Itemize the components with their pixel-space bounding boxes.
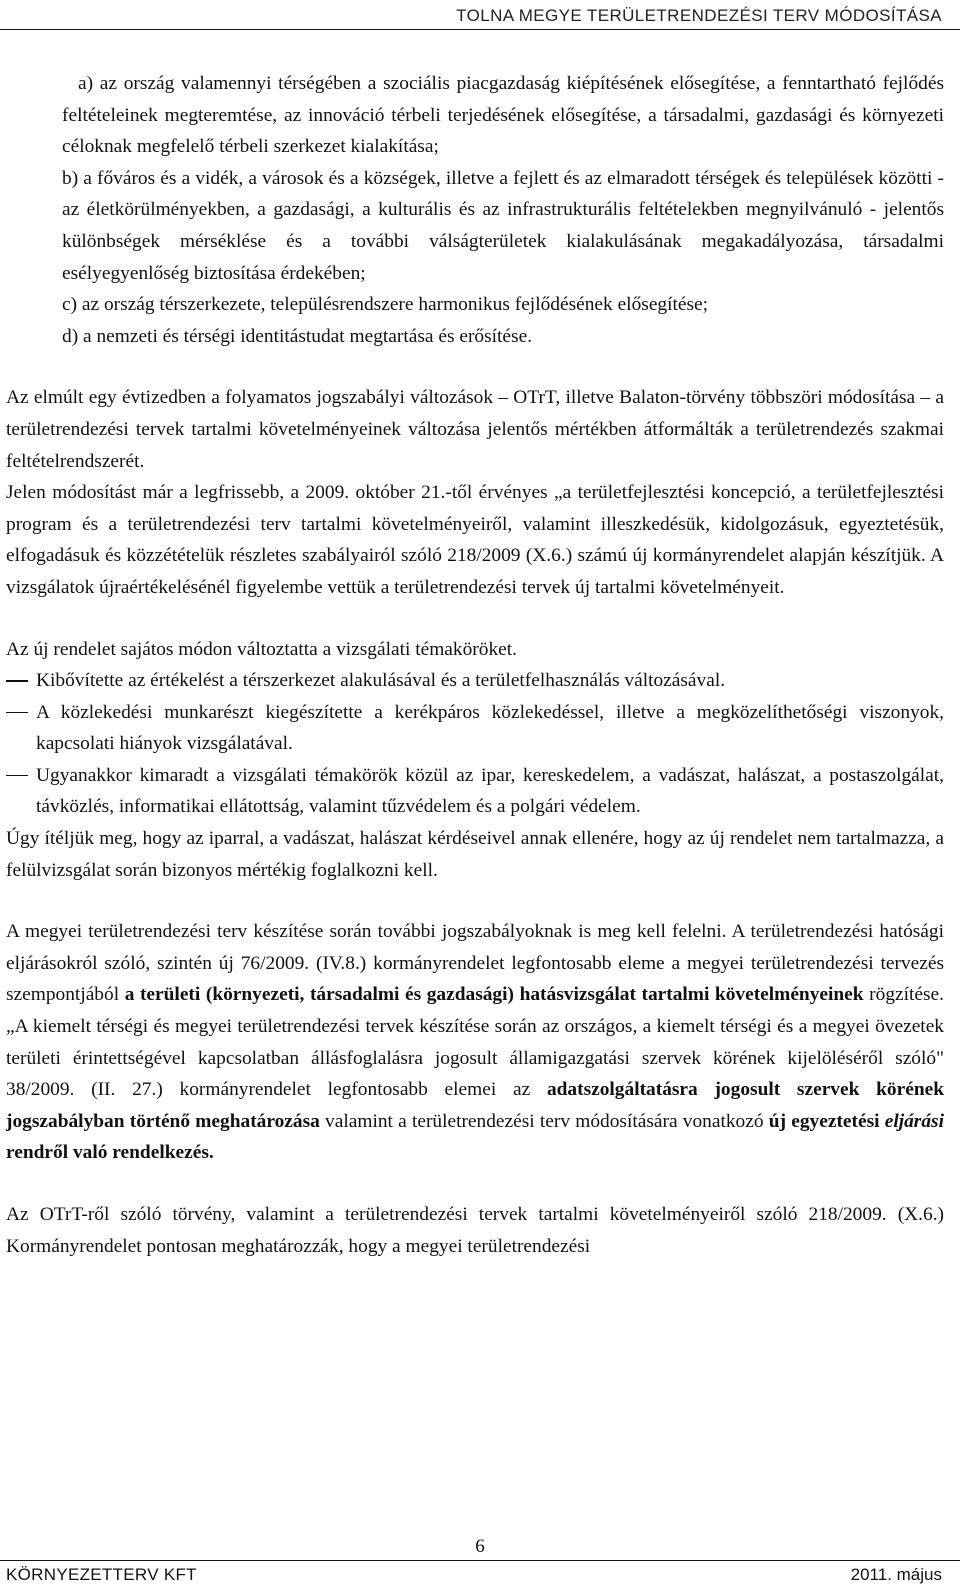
- section-item-d: d) a nemzeti és térségi identitástudat megtartása és erősítése.: [62, 325, 533, 347]
- page-footer: [0, 1560, 960, 1589]
- paragraph: Az elmúlt egy évtizedben a folyamatos jogszabályi változások – OTrT, illetve Balaton-törvény többszöri módosítása – a területrendezési tervek tartalmi követelményeinek változása jelentős mértékben átformálták a területrendezés szakmai feltételrendszerét.: [6, 387, 944, 472]
- paragraph: Jelen módosítást már a legfrissebb, a 2009. október 21.-től érvényes „a területfejlesztési koncepció, a területfejlesztési program és a területrendezési terv tartalmi követelményeiről, valamint illeszkedésük, kidolgozásuk, egyeztetésük, elfogadásuk és közzétételük részletes szabályairól szóló 218/2009 (X.6.) számú új kormányrendelet alapján készítjük. A vizsgálatok újraértékelésénél figyelembe vettük a területrendezési tervek új tartalmi követelményeit.: [6, 482, 944, 598]
- list-item: A közlekedési munkarészt kiegészítette a kerékpáros közlekedéssel, illetve a megközelíthetőségi viszonyok, kapcsolati hiányok vizsgálatával.: [6, 697, 944, 760]
- paragraph: Az új rendelet sajátos módon változtatta a vizsgálati témaköröket.: [6, 638, 517, 660]
- list-item: Ugyanakkor kimaradt a vizsgálati témakörök közül az ipar, kereskedelem, a vadászat, halászat, a postaszolgálat, távközlés, informatikai ellátottság, valamint tűzvédelem és a polgári védelem.: [6, 760, 944, 823]
- section-item-c: c) az ország térszerkezete, településrendszere harmonikus fejlődésének elősegítése;: [62, 294, 709, 316]
- page-number: 6: [475, 1536, 485, 1557]
- bold-text: a területi (környezeti, társadalmi és gazdasági) hatásvizsgálat tartalmi követelményeinek: [124, 984, 864, 1006]
- list-item: Kibővítette az értékelést a térszerkezet alakulásával és a területfelhasználás változásával.: [6, 665, 944, 697]
- paragraph: Az OTrT-ről szóló törvény, valamint a területrendezési tervek tartalmi követelményeiről szóló 218/2009. (X.6.) Kormányrendelet pontosan meghatározzák, hogy a megyei területrendezési: [6, 1204, 944, 1257]
- section-item-text: a) az ország valamennyi térségében a szociális piacgazdaság kiépítésének elősegítése, a fenntartható fejlődés feltételeinek megteremtése, az innováció térbeli terjedésének elősegítése, a társadalmi, gazdasági és környezeti céloknak megfelelő térbeli szerkezet kialakítása;: [62, 73, 944, 158]
- footer-date: 2011. május: [850, 1565, 942, 1584]
- paragraph: A megyei területrendezési terv készítése során további jogszabályoknak is meg kell felelni. A területrendezési hatósági eljárásokról szóló, szintén új 76/2009. (IV.8.) kormányrendelet legfontosabb eleme a megyei területrendezési tervezés szempontjából a területi (környezeti, társadalmi és gazdasági) hatásvizsgálat tartalmi követelményeinek rögzítése. „A kiemelt térségi és megyei területrendezési tervek készítése során az országos, a kiemelt térségi és a megyei övezetek területi érintettségével kapcsolatban állásfoglalásra jogosult államigazgatási szervek körének kijelöléséről szóló" 38/2009. (II. 27.) kormányrendelet legfontosabb elemei az adatszolgáltatásra jogosult szervek körének jogszabályban történő meghatározása valamint a területrendezési terv módosítására vonatkozó új egyeztetési eljárási rendről való rendelkezés.: [6, 921, 945, 1164]
- footer-company: KÖRNYEZETTERV KFT: [6, 1565, 197, 1584]
- bold-text: rendről való rendelkezés.: [6, 1142, 214, 1164]
- bold-text: új egyeztetési: [768, 1110, 885, 1132]
- document-title: TOLNA MEGYE TERÜLETRENDEZÉSI TERV MÓDOSÍTÁSA: [456, 6, 942, 25]
- dash-list: [6, 665, 944, 823]
- dash-bullet-icon: [6, 775, 28, 777]
- dash-bullet-icon: [6, 680, 28, 682]
- page-header: [0, 0, 960, 30]
- section-mark: [40, 68, 78, 100]
- dash-bullet-icon: [6, 712, 28, 714]
- section-number: [6, 68, 40, 100]
- bold-text: adatszolgáltatásra jogosult szervek körének jogszabályban történő meghatározása: [6, 1079, 944, 1132]
- section-item-b: b) a főváros és a vidék, a városok és a községek, illetve a fejlett és az elmaradott térségek és települések közötti - az életkörülményekben, a gazdasági, a kulturális és az infrastrukturális feltételekben megnyilvánuló - jelentős különbségek mérséklése és a további válságterületek kialakulásának megakadályozása, társadalmi esélyegyenlőség biztosítása érdekében;: [62, 167, 944, 284]
- bold-italic-text: eljárási: [884, 1110, 944, 1132]
- paragraph: Úgy ítéljük meg, hogy az iparral, a vadászat, halászat kérdéseivel annak ellenére, hogy az új rendelet nem tartalmazza, a felülvizsgálat során bizonyos mértékig foglalkozni kell.: [6, 828, 944, 881]
- section-item-a: [6, 68, 944, 163]
- document-body: [6, 68, 944, 1262]
